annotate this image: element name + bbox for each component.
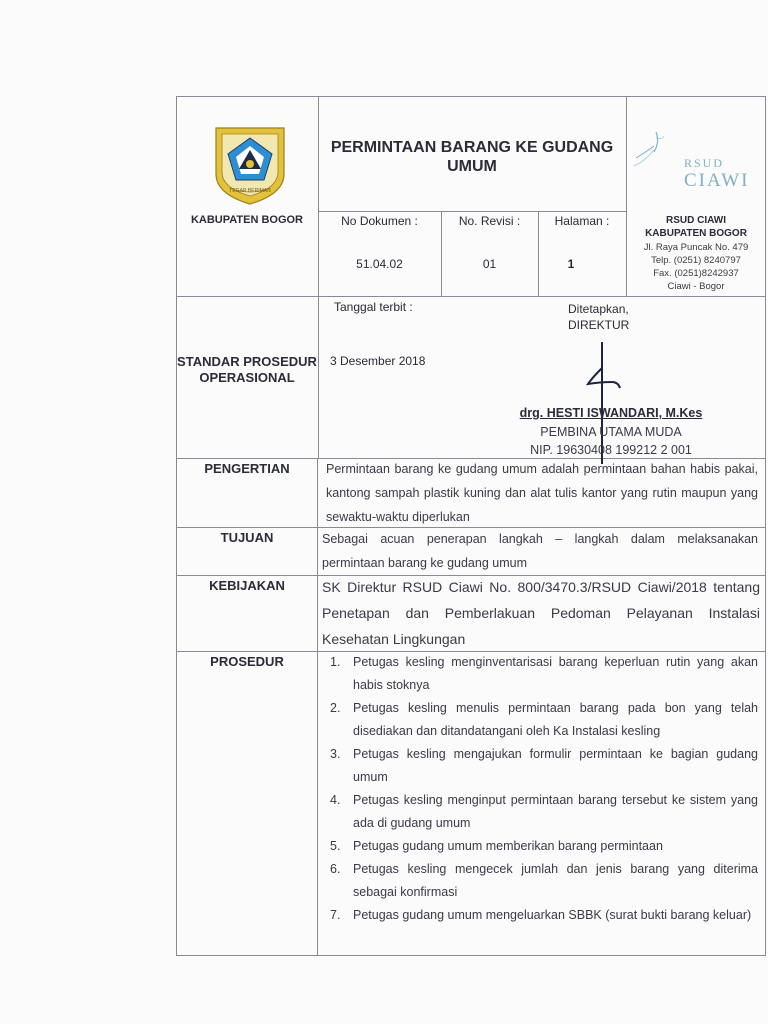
step-text: Petugas kesling mengecek jumlah dan jenis barang yang diterima sebagai konfirmasi: [353, 862, 758, 899]
revision-label: No. Revisi :: [458, 214, 521, 228]
hospital-fax: Fax. (0251)8242937: [653, 268, 739, 279]
prosedur-label: PROSEDUR: [210, 654, 284, 669]
page-value: 1: [567, 257, 575, 271]
step-text: Petugas kesling mengajukan formulir permintaan ke bagian gudang umum: [353, 747, 758, 784]
doc-no-label: No Dokumen :: [341, 214, 418, 228]
step-number: 5.: [330, 839, 341, 853]
rule-top: [176, 96, 766, 97]
emblem-caption: TEGAR BERIMAN: [229, 188, 271, 194]
revision-value: 01: [482, 257, 497, 271]
pengertian-label: PENGERTIAN: [204, 461, 290, 476]
issued-date: 3 Desember 2018: [330, 354, 426, 368]
step-number: 3.: [330, 747, 341, 761]
kebijakan-label: KEBIJAKAN: [209, 578, 285, 593]
signatory-name: drg. HESTI ISWANDARI, M.Kes: [519, 406, 703, 420]
hospital-city: Ciawi - Bogor: [667, 281, 725, 292]
regency-label: KABUPATEN BOGOR: [190, 214, 304, 226]
issued-label: Tanggal terbit :: [334, 300, 413, 314]
rule-header-mid: [318, 211, 626, 212]
step-number: 6.: [330, 862, 341, 876]
prosedur-step: [326, 835, 758, 858]
pengertian-text: Permintaan barang ke gudang umum adalah permintaan bahan habis pakai, kantong sampah plastik kuning dan alat tulis kantor yang rutin maupun yang sewaktu-waktu diperlukan: [326, 462, 758, 524]
signatory-rank: PEMBINA UTAMA MUDA: [540, 425, 682, 439]
rule-right: [765, 96, 766, 955]
rule-col-right: [626, 96, 627, 296]
step-text: Petugas kesling menginventarisasi barang keperluan rutin yang akan habis stoknya: [353, 655, 758, 692]
prosedur-step: [326, 789, 758, 835]
page-label: Halaman :: [554, 214, 610, 228]
step-number: 4.: [330, 793, 341, 807]
prosedur-step: [326, 697, 758, 743]
prosedur-step: [326, 743, 758, 789]
signatory-nip: NIP. 19630408 199212 2 001: [530, 443, 692, 457]
step-text: Petugas gudang umum memberikan barang permintaan: [353, 839, 663, 853]
hospital-phone: Telp. (0251) 8240797: [651, 255, 741, 266]
hospital-regency: KABUPATEN BOGOR: [645, 228, 747, 239]
sop-label: STANDAR PROSEDUR OPERASIONAL: [177, 354, 317, 385]
step-number: 1.: [330, 655, 341, 669]
tujuan-text: Sebagai acuan penerapan langkah – langkah dalam melaksanakan permintaan barang ke gudang umum: [322, 532, 758, 570]
hospital-address: Jl. Raya Puncak No. 479: [643, 242, 749, 253]
step-number: 2.: [330, 701, 341, 715]
kebijakan-text: SK Direktur RSUD Ciawi No. 800/3470.3/RSUD Ciawi/2018 tentang Penetapan dan Pemberlakuan Pedoman Pelayanan Instalasi Kesehatan Lingkungan: [322, 579, 760, 647]
step-text: Petugas kesling menulis permintaan barang pada bon yang telah disediakan dan ditandatangani oleh Ka Instalasi kesling: [353, 701, 758, 738]
hospital-name: RSUD CIAWI: [666, 215, 726, 226]
prosedur-step: [326, 651, 758, 697]
tujuan-label: TUJUAN: [220, 530, 274, 545]
rule-header-bottom: [176, 296, 766, 297]
rsud-leaf-icon: [630, 128, 670, 174]
rsud-logo-line1: RSUD: [684, 156, 725, 170]
prosedur-list: [326, 651, 758, 927]
step-text: Petugas gudang umum mengeluarkan SBBK (surat bukti barang keluar): [353, 908, 752, 922]
rsud-logo-line2: CIAWI: [684, 170, 750, 191]
doc-no-value: 51.04.02: [356, 257, 403, 271]
step-text: Petugas kesling menginput permintaan barang tersebut ke sistem yang ada di gudang umum: [353, 793, 758, 830]
rule-col1: [318, 96, 319, 458]
rule-bottom: [176, 955, 766, 956]
set-by: Ditetapkan,: [568, 302, 629, 316]
director-position: DIREKTUR: [568, 318, 630, 332]
prosedur-step: [326, 858, 758, 904]
step-number: 7.: [330, 908, 341, 922]
document-title: PERMINTAAN BARANG KE GUDANG UMUM: [330, 139, 614, 175]
prosedur-step: [326, 904, 758, 927]
